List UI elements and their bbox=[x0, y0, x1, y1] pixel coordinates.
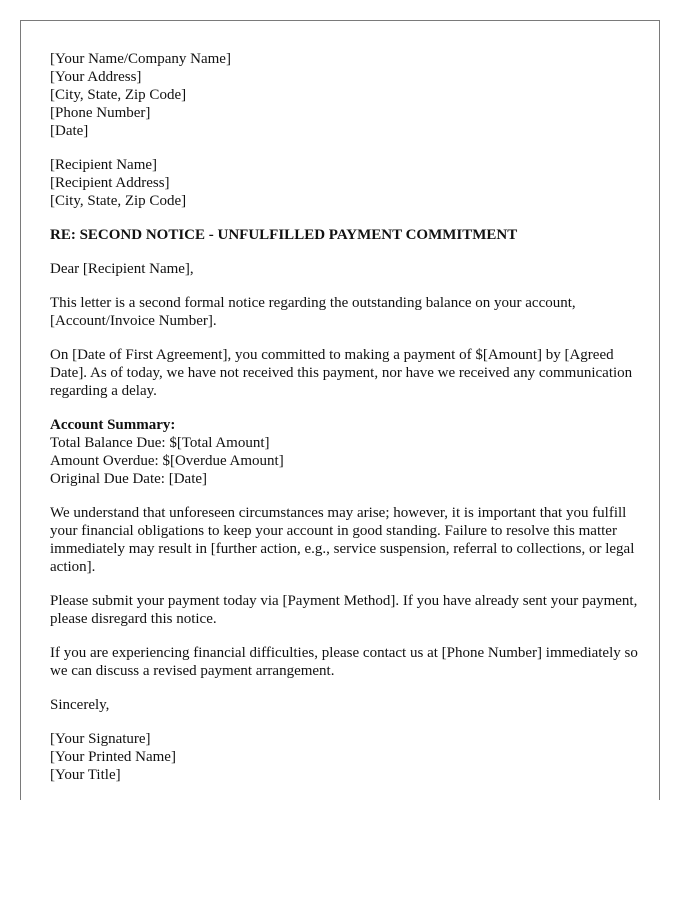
letter-content bbox=[50, 50, 640, 784]
sender-phone: [Phone Number] bbox=[50, 105, 151, 121]
signer-title: [Your Title] bbox=[50, 767, 121, 783]
account-summary-heading: Account Summary: bbox=[50, 417, 176, 433]
total-balance-due: Total Balance Due: $[Total Amount] bbox=[50, 435, 270, 451]
sender-date: [Date] bbox=[50, 123, 89, 139]
recipient-block bbox=[50, 156, 640, 210]
sender-address: [Your Address] bbox=[50, 69, 142, 85]
account-summary bbox=[50, 416, 640, 488]
recipient-name: [Recipient Name] bbox=[50, 157, 158, 173]
paragraph-payment-request: Please submit your payment today via [Payment Method]. If you have already sent your payment, please disregard this notice. bbox=[50, 593, 638, 627]
original-due-date: Original Due Date: [Date] bbox=[50, 471, 208, 487]
paragraph-intro: This letter is a second formal notice regarding the outstanding balance on your account, [Account/Invoice Number]. bbox=[50, 295, 576, 329]
paragraph-hardship: If you are experiencing financial difficulties, please contact us at [Phone Number] immediately so we can discuss a revised payment arrangement. bbox=[50, 645, 638, 679]
salutation: Dear [Recipient Name], bbox=[50, 261, 194, 277]
amount-overdue: Amount Overdue: $[Overdue Amount] bbox=[50, 453, 284, 469]
subject-line: RE: SECOND NOTICE - UNFULFILLED PAYMENT COMMITMENT bbox=[50, 227, 518, 243]
printed-name: [Your Printed Name] bbox=[50, 749, 176, 765]
sender-city: [City, State, Zip Code] bbox=[50, 87, 187, 103]
recipient-address: [Recipient Address] bbox=[50, 175, 170, 191]
recipient-city: [City, State, Zip Code] bbox=[50, 193, 187, 209]
letter-page bbox=[20, 20, 660, 800]
signature-block bbox=[50, 730, 640, 784]
paragraph-obligations: We understand that unforeseen circumstances may arise; however, it is important that you fulfill your financial obligations to keep your account in good standing. Failure to resolve this matter immediately may result in [further action, e.g., service suspension, referral to collections, or legal action]. bbox=[50, 505, 635, 575]
sender-name: [Your Name/Company Name] bbox=[50, 51, 231, 67]
sender-block bbox=[50, 50, 640, 140]
closing: Sincerely, bbox=[50, 697, 110, 713]
paragraph-commitment: On [Date of First Agreement], you committed to making a payment of $[Amount] by [Agreed Date]. As of today, we have not received this payment, nor have we received any communication regarding a delay. bbox=[50, 347, 633, 399]
signature-line: [Your Signature] bbox=[50, 731, 151, 747]
